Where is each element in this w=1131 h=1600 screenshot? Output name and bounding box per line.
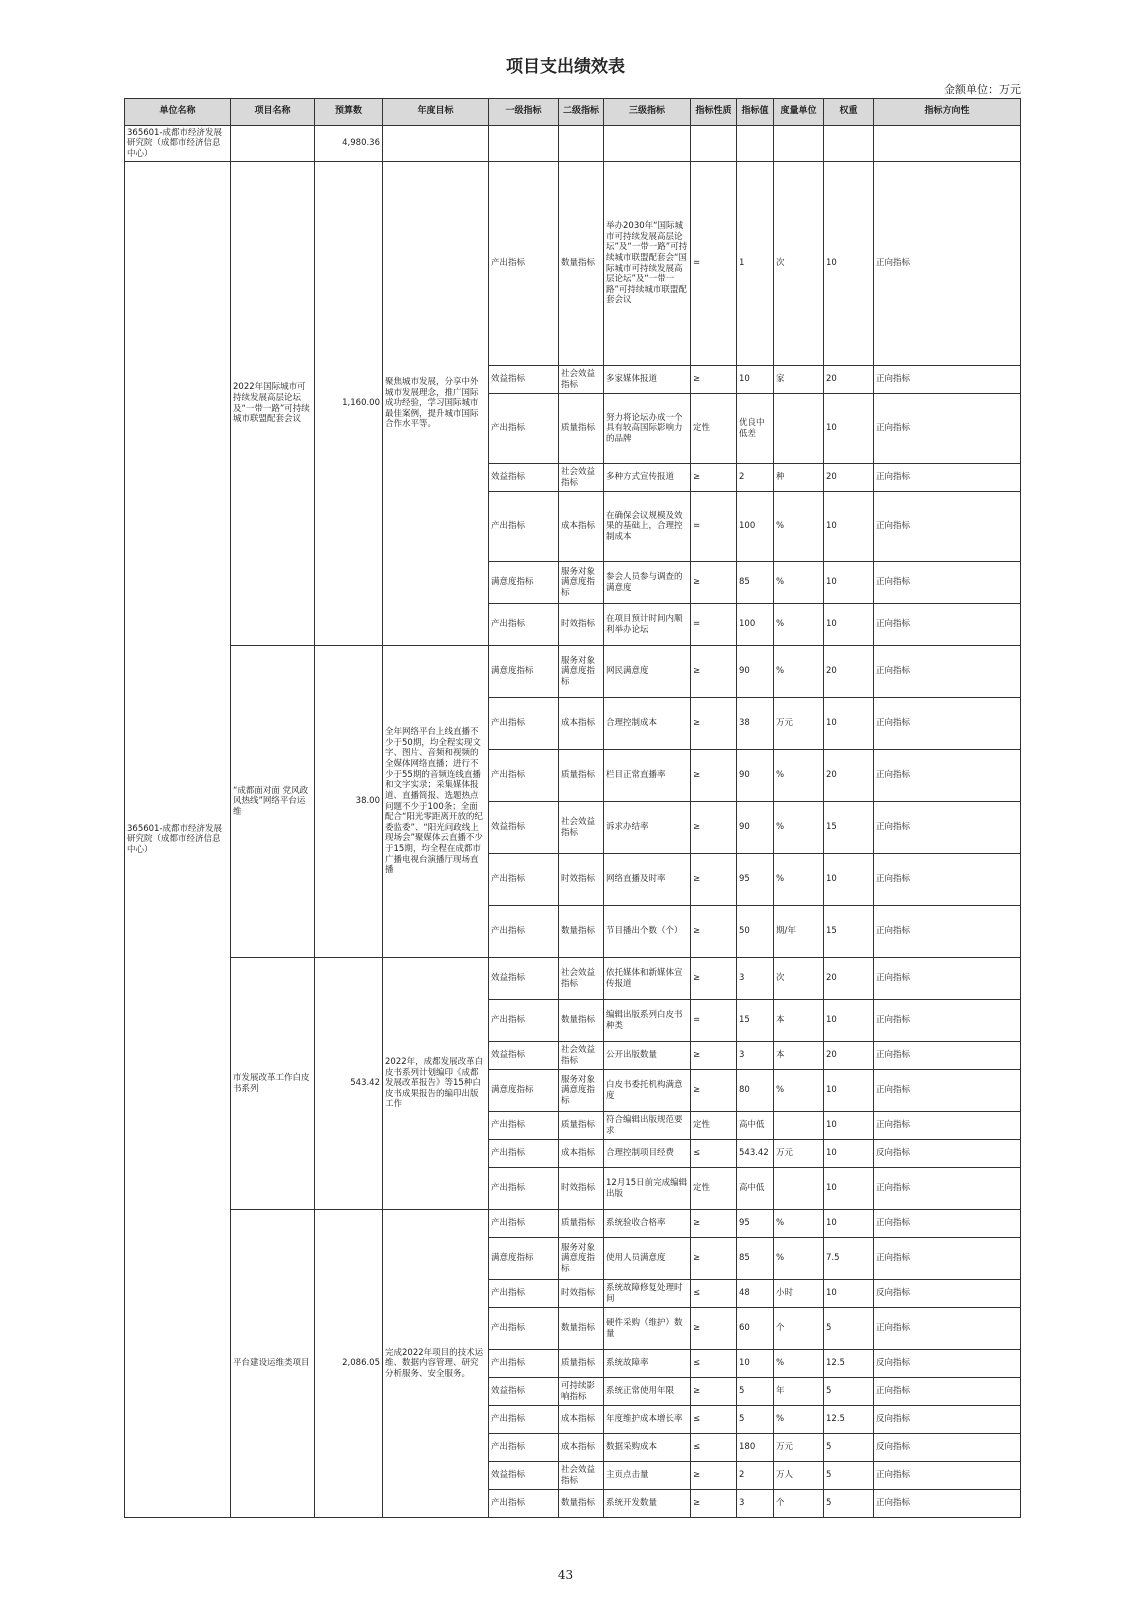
level2-indicator-cell: 质量指标 [559,750,604,802]
weight-cell: 20 [824,366,874,394]
indicator-value-cell: 高中低 [737,1112,774,1140]
direction-cell: 正向指标 [874,492,1021,562]
direction-cell: 正向指标 [874,1042,1021,1070]
summary-project-name [231,126,315,162]
weight-cell: 10 [824,604,874,646]
indicator-nature-cell: ≥ [691,906,737,958]
table-row [125,1210,1021,1238]
indicator-value-cell: 90 [737,646,774,698]
level3-indicator-cell: 白皮书委托机构满意度 [604,1070,691,1112]
indicator-nature-cell: ≥ [691,1378,737,1406]
indicator-nature-cell: = [691,604,737,646]
level1-indicator-cell: 产出指标 [489,1210,559,1238]
weight-cell: 5 [824,1434,874,1462]
indicator-nature-cell: ≥ [691,854,737,906]
indicator-nature-cell: ≥ [691,562,737,604]
header-value: 指标值 [737,99,774,126]
level2-indicator-cell: 质量指标 [559,1210,604,1238]
indicator-value-cell: 90 [737,750,774,802]
table-row [125,162,1021,366]
indicator-value-cell: 3 [737,1490,774,1518]
level2-indicator-cell: 时效指标 [559,1168,604,1210]
direction-cell: 正向指标 [874,750,1021,802]
measure-unit-cell: 期/年 [774,906,824,958]
table-row [125,958,1021,1000]
header-level1: 一级指标 [489,99,559,126]
level3-indicator-cell: 栏目正常直播率 [604,750,691,802]
indicator-value-cell: 3 [737,1042,774,1070]
indicator-value-cell: 80 [737,1070,774,1112]
direction-cell: 正向指标 [874,464,1021,492]
measure-unit-cell: 个 [774,1308,824,1350]
indicator-nature-cell: ≥ [691,1462,737,1490]
table-body [125,126,1021,1518]
indicator-nature-cell: ≥ [691,1490,737,1518]
measure-unit-cell: 万元 [774,1140,824,1168]
direction-cell: 正向指标 [874,906,1021,958]
level2-indicator-cell: 社会效益指标 [559,958,604,1000]
weight-cell: 10 [824,492,874,562]
level3-indicator-cell: 系统开发数量 [604,1490,691,1518]
level2-indicator-cell: 数量指标 [559,1490,604,1518]
project-name-cell: 平台建设运维类项目 [231,1210,315,1518]
weight-cell: 20 [824,464,874,492]
level3-indicator-cell: 努力将论坛办成一个具有较高国际影响力的品牌 [604,394,691,464]
indicator-nature-cell: ≥ [691,646,737,698]
level1-indicator-cell: 产出指标 [489,394,559,464]
indicator-value-cell: 180 [737,1434,774,1462]
indicator-value-cell: 100 [737,492,774,562]
direction-cell: 反向指标 [874,1406,1021,1434]
measure-unit-cell: % [774,1238,824,1280]
level2-indicator-cell: 服务对象满意度指标 [559,562,604,604]
level3-indicator-cell: 在确保会议规模及效果的基础上，合理控制成本 [604,492,691,562]
measure-unit-cell: % [774,854,824,906]
header-nature: 指标性质 [691,99,737,126]
measure-unit-cell [774,1168,824,1210]
direction-cell: 正向指标 [874,646,1021,698]
weight-cell: 10 [824,1112,874,1140]
level3-indicator-cell: 网络直播及时率 [604,854,691,906]
direction-cell: 反向指标 [874,1350,1021,1378]
indicator-nature-cell: ≤ [691,1406,737,1434]
level1-indicator-cell: 满意度指标 [489,1070,559,1112]
weight-cell: 5 [824,1462,874,1490]
weight-cell: 15 [824,802,874,854]
weight-cell: 10 [824,394,874,464]
table-header-row [125,99,1021,126]
direction-cell: 正向指标 [874,1462,1021,1490]
level3-indicator-cell: 网民满意度 [604,646,691,698]
weight-cell: 10 [824,1280,874,1308]
header-level2: 二级指标 [559,99,604,126]
measure-unit-cell: 万人 [774,1462,824,1490]
indicator-value-cell: 5 [737,1378,774,1406]
level1-indicator-cell: 产出指标 [489,1406,559,1434]
indicator-nature-cell: ≤ [691,1140,737,1168]
summary-budget: 4,980.36 [315,126,383,162]
project-budget-cell: 2,086.05 [315,1210,383,1518]
summary-goal [383,126,489,162]
measure-unit-cell: % [774,646,824,698]
level2-indicator-cell: 时效指标 [559,854,604,906]
level2-indicator-cell: 质量指标 [559,1350,604,1378]
measure-unit-cell: % [774,750,824,802]
direction-cell: 正向指标 [874,1070,1021,1112]
measure-unit-cell: % [774,802,824,854]
direction-cell: 反向指标 [874,1140,1021,1168]
level3-indicator-cell: 系统验收合格率 [604,1210,691,1238]
indicator-value-cell: 100 [737,604,774,646]
direction-cell: 正向指标 [874,698,1021,750]
indicator-nature-cell: ≥ [691,958,737,1000]
header-project-name: 项目名称 [231,99,315,126]
level1-indicator-cell: 满意度指标 [489,646,559,698]
header-weight: 权重 [824,99,874,126]
level1-indicator-cell: 效益指标 [489,802,559,854]
level2-indicator-cell: 质量指标 [559,1112,604,1140]
indicator-nature-cell: 定性 [691,394,737,464]
level1-indicator-cell: 满意度指标 [489,562,559,604]
weight-cell: 10 [824,854,874,906]
project-goal-cell: 全年网络平台上线直播不少于50期，均全程实现文字、图片、音频和视频的全媒体网络直播；进行不少于55期的音频连线直播和文字实录；采集媒体报道、直播简报、选题热点问题不少于100条；全面配合“阳光零距离开放的纪委监委”、“阳光问政线上现场会”聚媒体云直播不少于15期，均全程在成都市广播电视台演播厅现场直播 [383,646,489,958]
header-annual-goal: 年度目标 [383,99,489,126]
indicator-nature-cell: ≥ [691,464,737,492]
level2-indicator-cell: 数量指标 [559,1308,604,1350]
direction-cell: 正向指标 [874,1378,1021,1406]
level1-indicator-cell: 产出指标 [489,604,559,646]
indicator-nature-cell: ≤ [691,1350,737,1378]
level2-indicator-cell: 成本指标 [559,492,604,562]
direction-cell: 正向指标 [874,604,1021,646]
level3-indicator-cell: 数据采购成本 [604,1434,691,1462]
indicator-value-cell: 60 [737,1308,774,1350]
indicator-value-cell: 2 [737,1462,774,1490]
header-unit-name: 单位名称 [125,99,231,126]
level3-indicator-cell: 主页点击量 [604,1462,691,1490]
level3-indicator-cell: 12月15日前完成编辑出版 [604,1168,691,1210]
level1-indicator-cell: 效益指标 [489,1378,559,1406]
level2-indicator-cell: 社会效益指标 [559,1042,604,1070]
direction-cell: 正向指标 [874,854,1021,906]
level1-indicator-cell: 效益指标 [489,958,559,1000]
weight-cell: 10 [824,562,874,604]
measure-unit-cell: % [774,492,824,562]
direction-cell: 正向指标 [874,1000,1021,1042]
measure-unit-cell: 次 [774,958,824,1000]
level2-indicator-cell: 社会效益指标 [559,464,604,492]
measure-unit-cell: 家 [774,366,824,394]
level2-indicator-cell: 数量指标 [559,1000,604,1042]
indicator-nature-cell: = [691,162,737,366]
direction-cell: 正向指标 [874,1490,1021,1518]
indicator-value-cell: 38 [737,698,774,750]
weight-cell: 20 [824,646,874,698]
level3-indicator-cell: 参会人员参与调查的满意度 [604,562,691,604]
direction-cell: 正向指标 [874,162,1021,366]
level1-indicator-cell: 产出指标 [489,1308,559,1350]
weight-cell: 12.5 [824,1350,874,1378]
project-goal-cell: 2022年，成都发展改革白皮书系列计划编印《成都发展改革报告》等15种白皮书成果报告的编印出版工作 [383,958,489,1210]
weight-cell: 20 [824,1042,874,1070]
level1-indicator-cell: 产出指标 [489,854,559,906]
indicator-value-cell: 48 [737,1280,774,1308]
direction-cell: 正向指标 [874,366,1021,394]
direction-cell: 反向指标 [874,1280,1021,1308]
weight-cell: 7.5 [824,1238,874,1280]
level1-indicator-cell: 效益指标 [489,1042,559,1070]
measure-unit-cell: % [774,1210,824,1238]
measure-unit-cell: 次 [774,162,824,366]
indicator-value-cell: 543.42 [737,1140,774,1168]
weight-cell: 20 [824,750,874,802]
indicator-value-cell: 15 [737,1000,774,1042]
level3-indicator-cell: 系统正常使用年限 [604,1378,691,1406]
level3-indicator-cell: 节目播出个数（个） [604,906,691,958]
summary-row [125,126,1021,162]
indicator-nature-cell: 定性 [691,1168,737,1210]
header-direction: 指标方向性 [874,99,1021,126]
weight-cell: 10 [824,1210,874,1238]
weight-cell: 10 [824,162,874,366]
measure-unit-cell [774,394,824,464]
level3-indicator-cell: 在项目预计时间内顺利举办论坛 [604,604,691,646]
indicator-value-cell: 85 [737,562,774,604]
project-budget-cell: 1,160.00 [315,162,383,646]
project-budget-cell: 543.42 [315,958,383,1210]
level3-indicator-cell: 公开出版数量 [604,1042,691,1070]
indicator-nature-cell: ≥ [691,1070,737,1112]
measure-unit-cell: 万元 [774,1434,824,1462]
level2-indicator-cell: 服务对象满意度指标 [559,646,604,698]
level3-indicator-cell: 多种方式宣传报道 [604,464,691,492]
indicator-nature-cell: ≥ [691,1210,737,1238]
indicator-value-cell: 10 [737,366,774,394]
direction-cell: 正向指标 [874,394,1021,464]
level2-indicator-cell: 成本指标 [559,1140,604,1168]
weight-cell: 12.5 [824,1406,874,1434]
weight-cell: 10 [824,1140,874,1168]
performance-table [124,98,1021,1518]
page-number: 43 [557,1568,574,1582]
measure-unit-cell: 年 [774,1378,824,1406]
level3-indicator-cell: 编辑出版系列白皮书种类 [604,1000,691,1042]
level2-indicator-cell: 社会效益指标 [559,1462,604,1490]
level1-indicator-cell: 产出指标 [489,492,559,562]
measure-unit-cell: 本 [774,1042,824,1070]
project-name-cell: “成都面对面 党风政风热线”网络平台运维 [231,646,315,958]
level1-indicator-cell: 效益指标 [489,464,559,492]
indicator-nature-cell: ≥ [691,366,737,394]
indicator-nature-cell: ≥ [691,1238,737,1280]
measure-unit-cell: % [774,1070,824,1112]
measure-unit-cell: % [774,1406,824,1434]
level3-indicator-cell: 合理控制成本 [604,698,691,750]
level1-indicator-cell: 效益指标 [489,1462,559,1490]
weight-cell: 15 [824,906,874,958]
indicator-value-cell: 高中低 [737,1168,774,1210]
indicator-value-cell: 90 [737,802,774,854]
weight-cell: 10 [824,1070,874,1112]
level2-indicator-cell: 服务对象满意度指标 [559,1238,604,1280]
header-measure-unit: 度量单位 [774,99,824,126]
measure-unit-cell: 个 [774,1490,824,1518]
level1-indicator-cell: 产出指标 [489,750,559,802]
level2-indicator-cell: 社会效益指标 [559,366,604,394]
direction-cell: 正向指标 [874,802,1021,854]
level3-indicator-cell: 符合编辑出版规范要求 [604,1112,691,1140]
level3-indicator-cell: 举办2030年“国际城市可持续发展高层论坛”及“一带一路”可持续城市联盟配套会“国际城市可持续发展高层论坛”及“一带一路”可持续城市联盟配套会议 [604,162,691,366]
level3-indicator-cell: 硬件采购（维护）数量 [604,1308,691,1350]
weight-cell: 5 [824,1490,874,1518]
unit-name-cell: 365601-成都市经济发展研究院（成都市经济信息中心） [125,162,231,1518]
direction-cell: 正向指标 [874,958,1021,1000]
direction-cell: 正向指标 [874,1210,1021,1238]
header-budget: 预算数 [315,99,383,126]
measure-unit-cell: 万元 [774,698,824,750]
level1-indicator-cell: 产出指标 [489,1140,559,1168]
indicator-value-cell: 3 [737,958,774,1000]
table-row [125,646,1021,698]
level1-indicator-cell: 产出指标 [489,906,559,958]
level3-indicator-cell: 年度维护成本增长率 [604,1406,691,1434]
direction-cell: 正向指标 [874,1308,1021,1350]
indicator-nature-cell: ≥ [691,1042,737,1070]
measure-unit-cell: 种 [774,464,824,492]
direction-cell: 正向指标 [874,1168,1021,1210]
level2-indicator-cell: 可持续影响指标 [559,1378,604,1406]
indicator-nature-cell: 定性 [691,1112,737,1140]
indicator-value-cell: 2 [737,464,774,492]
project-name-cell: 2022年国际城市可持续发展高层论坛及“一带一路”可持续城市联盟配套会议 [231,162,315,646]
measure-unit-cell: % [774,604,824,646]
level2-indicator-cell: 时效指标 [559,1280,604,1308]
level2-indicator-cell: 成本指标 [559,698,604,750]
measure-unit-cell: % [774,1350,824,1378]
indicator-nature-cell: ≥ [691,698,737,750]
direction-cell: 正向指标 [874,1238,1021,1280]
indicator-nature-cell: = [691,1000,737,1042]
level1-indicator-cell: 产出指标 [489,1434,559,1462]
level1-indicator-cell: 产出指标 [489,1490,559,1518]
measure-unit-cell: 小时 [774,1280,824,1308]
indicator-value-cell: 优良中低差 [737,394,774,464]
indicator-nature-cell: ≥ [691,802,737,854]
level2-indicator-cell: 成本指标 [559,1434,604,1462]
amount-unit-label: 金额单位：万元 [944,83,1021,96]
indicator-value-cell: 85 [737,1238,774,1280]
level2-indicator-cell: 数量指标 [559,906,604,958]
level2-indicator-cell: 质量指标 [559,394,604,464]
measure-unit-cell [774,1112,824,1140]
project-name-cell: 市发展改革工作白皮书系列 [231,958,315,1210]
level3-indicator-cell: 系统故障率 [604,1350,691,1378]
indicator-nature-cell: = [691,492,737,562]
indicator-value-cell: 1 [737,162,774,366]
direction-cell: 反向指标 [874,1434,1021,1462]
level2-indicator-cell: 时效指标 [559,604,604,646]
level3-indicator-cell: 依托媒体和新媒体宣传报道 [604,958,691,1000]
measure-unit-cell: 本 [774,1000,824,1042]
level3-indicator-cell: 诉求办结率 [604,802,691,854]
indicator-nature-cell: ≥ [691,750,737,802]
page-title: 项目支出绩效表 [506,57,625,77]
weight-cell: 5 [824,1378,874,1406]
level1-indicator-cell: 满意度指标 [489,1238,559,1280]
indicator-nature-cell: ≥ [691,1308,737,1350]
project-goal-cell: 完成2022年项目的技术运维、数据内容管理、研究分析服务、安全服务。 [383,1210,489,1518]
header-level3: 三级指标 [604,99,691,126]
level3-indicator-cell: 系统故障修复处理时间 [604,1280,691,1308]
weight-cell: 10 [824,1000,874,1042]
project-goal-cell: 聚焦城市发展，分享中外城市发展理念，推广国际成功经验，学习国际城市最佳案例，提升城市国际合作水平等。 [383,162,489,646]
weight-cell: 10 [824,1168,874,1210]
weight-cell: 5 [824,1308,874,1350]
level1-indicator-cell: 效益指标 [489,366,559,394]
indicator-nature-cell: ≤ [691,1280,737,1308]
level2-indicator-cell: 成本指标 [559,1406,604,1434]
level1-indicator-cell: 产出指标 [489,1350,559,1378]
level1-indicator-cell: 产出指标 [489,1168,559,1210]
weight-cell: 20 [824,958,874,1000]
level1-indicator-cell: 产出指标 [489,1112,559,1140]
level1-indicator-cell: 产出指标 [489,162,559,366]
measure-unit-cell: % [774,562,824,604]
indicator-value-cell: 95 [737,854,774,906]
summary-unit-name: 365601-成都市经济发展研究院（成都市经济信息中心） [125,126,231,162]
level3-indicator-cell: 合理控制项目经费 [604,1140,691,1168]
level1-indicator-cell: 产出指标 [489,1280,559,1308]
level1-indicator-cell: 产出指标 [489,698,559,750]
level2-indicator-cell: 服务对象满意度指标 [559,1070,604,1112]
weight-cell: 10 [824,698,874,750]
indicator-value-cell: 5 [737,1406,774,1434]
indicator-value-cell: 10 [737,1350,774,1378]
direction-cell: 正向指标 [874,562,1021,604]
direction-cell: 正向指标 [874,1112,1021,1140]
level3-indicator-cell: 多家媒体报道 [604,366,691,394]
level2-indicator-cell: 数量指标 [559,162,604,366]
level2-indicator-cell: 社会效益指标 [559,802,604,854]
project-budget-cell: 38.00 [315,646,383,958]
indicator-nature-cell: ≤ [691,1434,737,1462]
indicator-value-cell: 50 [737,906,774,958]
level1-indicator-cell: 产出指标 [489,1000,559,1042]
indicator-value-cell: 95 [737,1210,774,1238]
level3-indicator-cell: 使用人员满意度 [604,1238,691,1280]
